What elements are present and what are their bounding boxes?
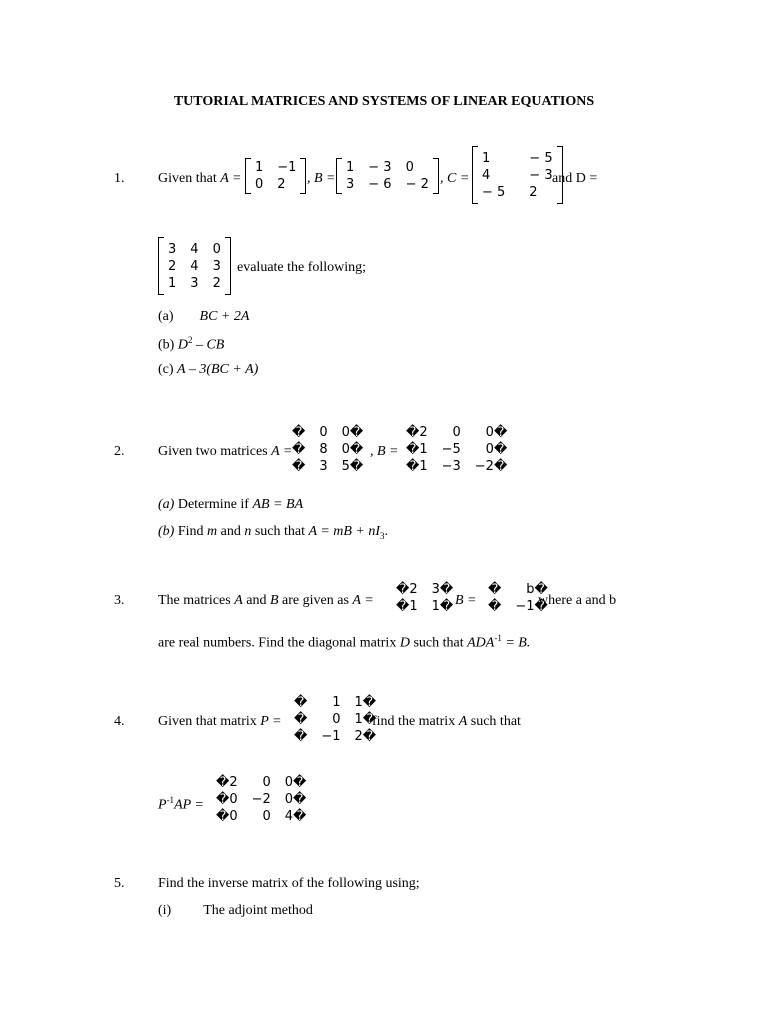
matrix-cell: 0: [262, 808, 271, 824]
matrix-cell: 1: [346, 160, 355, 175]
matrix-cell: �: [292, 458, 306, 474]
matrix-cell: �2: [406, 424, 428, 440]
matrix-cell: 1: [255, 160, 264, 175]
page-title: TUTORIAL MATRICES AND SYSTEMS OF LINEAR EQUATIONS: [173, 94, 595, 109]
matrix-cell: 1�: [431, 599, 454, 614]
q5-number: 5.: [114, 876, 125, 891]
matrix-cell: −1: [277, 160, 297, 175]
matrix-cell: �: [292, 441, 306, 457]
q3-text: The matrices A and B are given as A =: [158, 593, 374, 608]
q3-line2: are real numbers. Find the diagonal matrix D such that $ADA^{-1} = B$.: [158, 633, 531, 651]
matrix-cell: 1�: [354, 694, 377, 710]
matrix-cell: 3: [346, 177, 355, 192]
matrix-cell: −1: [321, 728, 341, 744]
matrix-cell: 2�: [354, 728, 377, 744]
matrix-cell: �: [488, 582, 502, 597]
matrix-cell: − 3: [368, 160, 392, 175]
matrix-cell: 1: [168, 275, 177, 291]
matrix-cell: −2: [251, 791, 271, 807]
matrix-cell: 4: [190, 241, 199, 257]
q1-b-label: , B =: [307, 171, 336, 186]
matrix-cell: −2�: [474, 458, 508, 474]
q4-number: 4.: [114, 714, 125, 729]
matrix-cell: 1: [332, 694, 341, 710]
q1-evaluate-text: evaluate the following;: [237, 260, 367, 275]
q4-text: Given that matrix P =: [158, 714, 282, 729]
matrix-cell: 0: [405, 160, 414, 175]
matrix-cell: 0�: [341, 424, 364, 440]
matrix-cell: 1: [482, 150, 491, 166]
matrix-cell: − 6: [368, 177, 392, 192]
matrix-a-q1: [245, 158, 306, 194]
matrix-cell: 0: [255, 177, 264, 192]
matrix-cell: 0�: [485, 441, 508, 457]
matrix-cell: 3: [168, 241, 177, 257]
matrix-cell: −1�: [515, 599, 548, 614]
q1-c-label: , C =: [440, 171, 470, 186]
q1-part-c: (c) A – 3(BC + A): [158, 362, 259, 377]
matrix-cell: 0: [332, 711, 341, 727]
matrix-cell: 3�: [431, 582, 454, 597]
q2-part-a: (a) Determine if AB = BA: [158, 497, 304, 512]
matrix-cell: 0: [319, 424, 328, 440]
matrix-cell: �1: [406, 458, 428, 474]
matrix-cell: 4: [482, 167, 491, 183]
matrix-cell: 1�: [354, 711, 377, 727]
matrix-cell: �: [294, 694, 308, 710]
q1-part-b: (b) $D^2$ – CB: [158, 335, 225, 353]
matrix-b-q1: [336, 158, 439, 194]
q1-given-text: Given that A =: [158, 171, 242, 186]
matrix-cell: − 2: [405, 177, 429, 192]
q3-b-label: , B =: [448, 593, 477, 608]
q1-number: 1.: [114, 171, 125, 186]
matrix-cell: 2: [277, 177, 286, 192]
matrix-cell: 3: [212, 258, 221, 274]
matrix-cell: − 5: [482, 184, 506, 200]
matrix-cell: �: [294, 728, 308, 744]
matrix-cell: − 5: [529, 150, 553, 166]
matrix-diag-q4: [212, 767, 310, 831]
matrix-cell: 2: [168, 258, 177, 274]
matrix-cell: 2: [529, 184, 538, 200]
matrix-cell: �2: [396, 582, 418, 597]
q1-and-d: and D =: [552, 171, 598, 186]
matrix-p-q4: [290, 687, 380, 751]
matrix-cell: − 3: [529, 167, 553, 183]
q5-part-i: (i) The adjoint method: [158, 903, 313, 918]
q2-text: Given two matrices A =: [158, 444, 293, 459]
matrix-cell: �: [488, 599, 502, 614]
q2-b-label: , B =: [370, 444, 399, 459]
matrix-cell: �1: [396, 599, 418, 614]
q5-text: Find the inverse matrix of the following using;: [158, 876, 420, 891]
q3-text-end: where a and b: [538, 593, 617, 608]
matrix-cell: �0: [216, 808, 238, 824]
q2-part-b: (b) Find m and n such that A = mB + $nI_3$.: [158, 524, 389, 541]
matrix-cell: 5�: [341, 458, 364, 474]
matrix-cell: 0: [212, 241, 221, 257]
matrix-cell: �1: [406, 441, 428, 457]
matrix-cell: 0: [452, 424, 461, 440]
matrix-cell: 0�: [284, 774, 307, 790]
matrix-cell: �: [292, 424, 306, 440]
matrix-cell: 2: [212, 275, 221, 291]
matrix-cell: �0: [216, 791, 238, 807]
matrix-d-q1: [158, 237, 231, 295]
matrix-cell: 3: [190, 275, 199, 291]
matrix-cell: 4: [190, 258, 199, 274]
matrix-cell: 8: [319, 441, 328, 457]
matrix-cell: 0�: [485, 424, 508, 440]
matrix-cell: −3: [441, 458, 461, 474]
matrix-cell: �: [294, 711, 308, 727]
q3-number: 3.: [114, 593, 125, 608]
q2-number: 2.: [114, 444, 125, 459]
matrix-cell: 0�: [284, 791, 307, 807]
matrix-cell: 0�: [341, 441, 364, 457]
q1-part-a: (a) BC + 2A: [158, 309, 250, 324]
q4-text-end: find the matrix A such that: [372, 714, 521, 729]
matrix-cell: �2: [216, 774, 238, 790]
matrix-cell: b�: [526, 582, 548, 597]
matrix-cell: 3: [319, 458, 328, 474]
matrix-c-q1: [472, 146, 563, 204]
q4-lhs: $P^{-1}AP$ =: [158, 795, 204, 813]
matrix-b-q2: [402, 417, 511, 481]
matrix-cell: −5: [441, 441, 461, 457]
matrix-cell: 4�: [284, 808, 307, 824]
matrix-cell: 0: [262, 774, 271, 790]
matrix-a-q2: [288, 417, 367, 481]
